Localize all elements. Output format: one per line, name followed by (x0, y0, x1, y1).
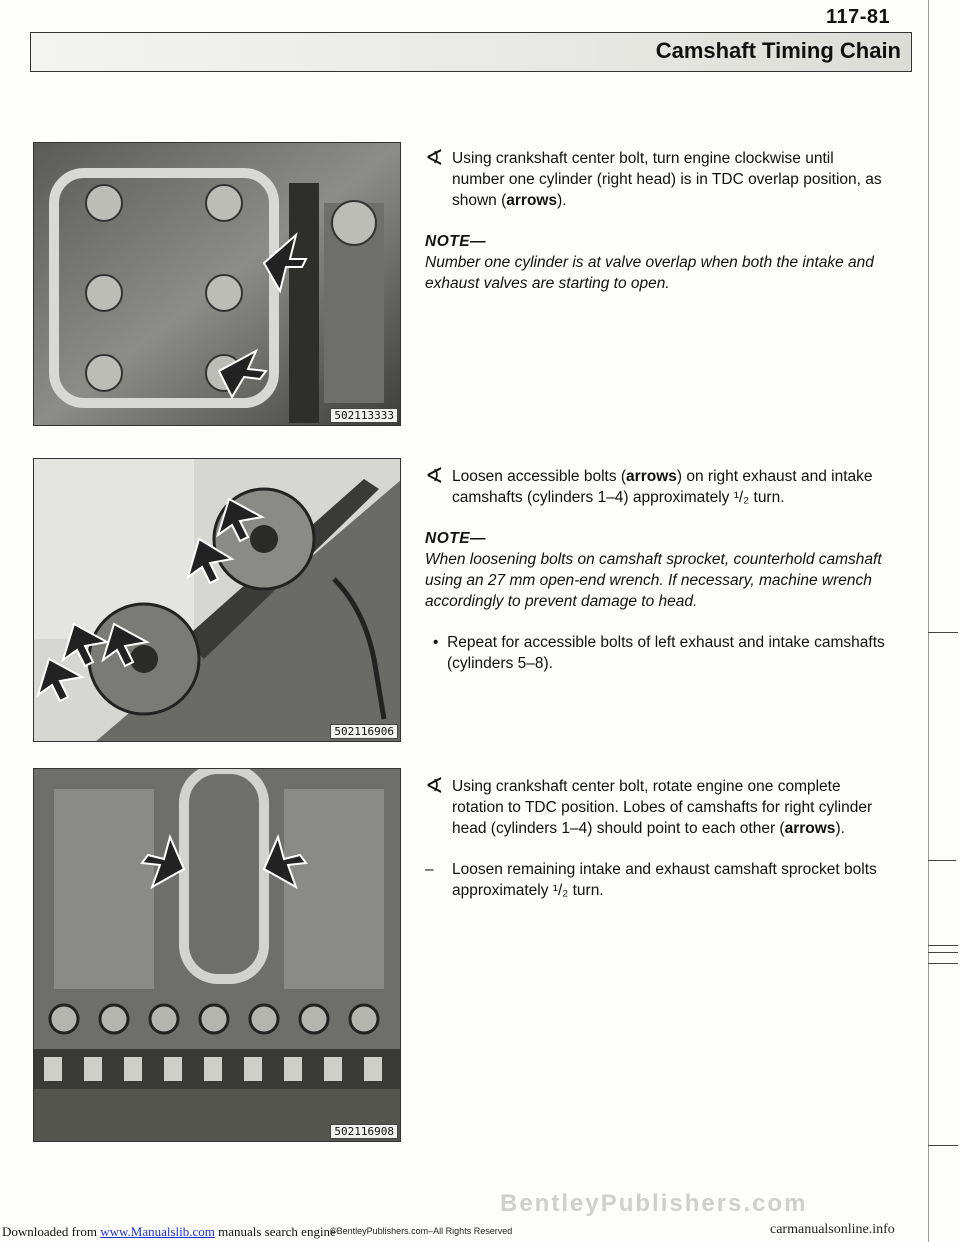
note-body: When loosening bolts on camshaft sprocket, counterhold camshaft using an 27 mm open-end wrench. If necessary, machine wrench accordingly to prevent damage to head. (425, 551, 882, 610)
section-title: Camshaft Timing Chain (655, 38, 901, 63)
pointer-arrow-icon: ∢ (425, 145, 444, 170)
margin-rule (928, 0, 929, 1242)
step-3-text (425, 773, 885, 901)
margin-tick (928, 945, 958, 946)
dash-item: – Loosen remaining intake and exhaust camshaft sprocket bolts approximately ¹/₂ turn. (425, 861, 877, 899)
copyright-notice: ©BentleyPublishers.com–All Rights Reserved (330, 1226, 513, 1236)
page-number: 117-81 (826, 6, 891, 28)
dash-icon: – (425, 861, 434, 878)
step-2-instruction: ∢ Loosen accessible bolts (arrows) on right exhaust and intake camshafts (cylinders 1–4) approximately ¹/₂ turn. (425, 463, 873, 506)
publisher-logo: BentleyPublishers.com (500, 1190, 808, 1217)
figure-code: 502113333 (330, 408, 398, 423)
figure-1-illustration (34, 143, 401, 426)
margin-tick (928, 963, 958, 964)
note-heading: NOTE— (425, 233, 487, 250)
step-1-text (425, 145, 885, 294)
step-3-instruction: ∢ Using crankshaft center bolt, rotate engine one complete rotation to TDC position. Lobes of camshafts for right cylinder head (cylinders 1–4) should point to each other (arrows). (425, 773, 873, 837)
margin-tick (928, 1145, 958, 1146)
note-body: Number one cylinder is at valve overlap when both the intake and exhaust valves are starting to open. (425, 254, 874, 292)
figure-camshaft-sprocket-bolts (33, 458, 401, 742)
download-credit: Downloaded from www.Manualslib.com manuals search engine (2, 1224, 336, 1239)
margin-tick (928, 632, 958, 633)
figure-2-illustration (34, 459, 401, 742)
figure-3-illustration (34, 769, 401, 1142)
pointer-arrow-icon: ∢ (425, 463, 444, 488)
note-heading: NOTE— (425, 530, 487, 547)
bullet-icon: • (433, 634, 439, 651)
figure-code: 502116908 (330, 1124, 398, 1139)
figure-code: 502116906 (330, 724, 398, 739)
pointer-arrow-icon: ∢ (425, 773, 444, 798)
figure-engine-top-view (33, 142, 401, 426)
section-header-bar (30, 32, 912, 72)
site-watermark: carmanualsonline.info (770, 1222, 895, 1237)
bullet-item: • Repeat for accessible bolts of left exhaust and intake camshafts (cylinders 5–8). (433, 634, 885, 672)
step-2-text (425, 463, 885, 674)
margin-tick (928, 952, 958, 953)
figure-camshaft-lobes (33, 768, 401, 1142)
manualslib-link[interactable]: www.Manualslib.com (100, 1224, 215, 1239)
step-1-instruction: ∢ Using crankshaft center bolt, turn engine clockwise until number one cylinder (right head) is in TDC overlap position, as shown (arrows). (425, 145, 882, 209)
margin-tick (928, 860, 956, 861)
